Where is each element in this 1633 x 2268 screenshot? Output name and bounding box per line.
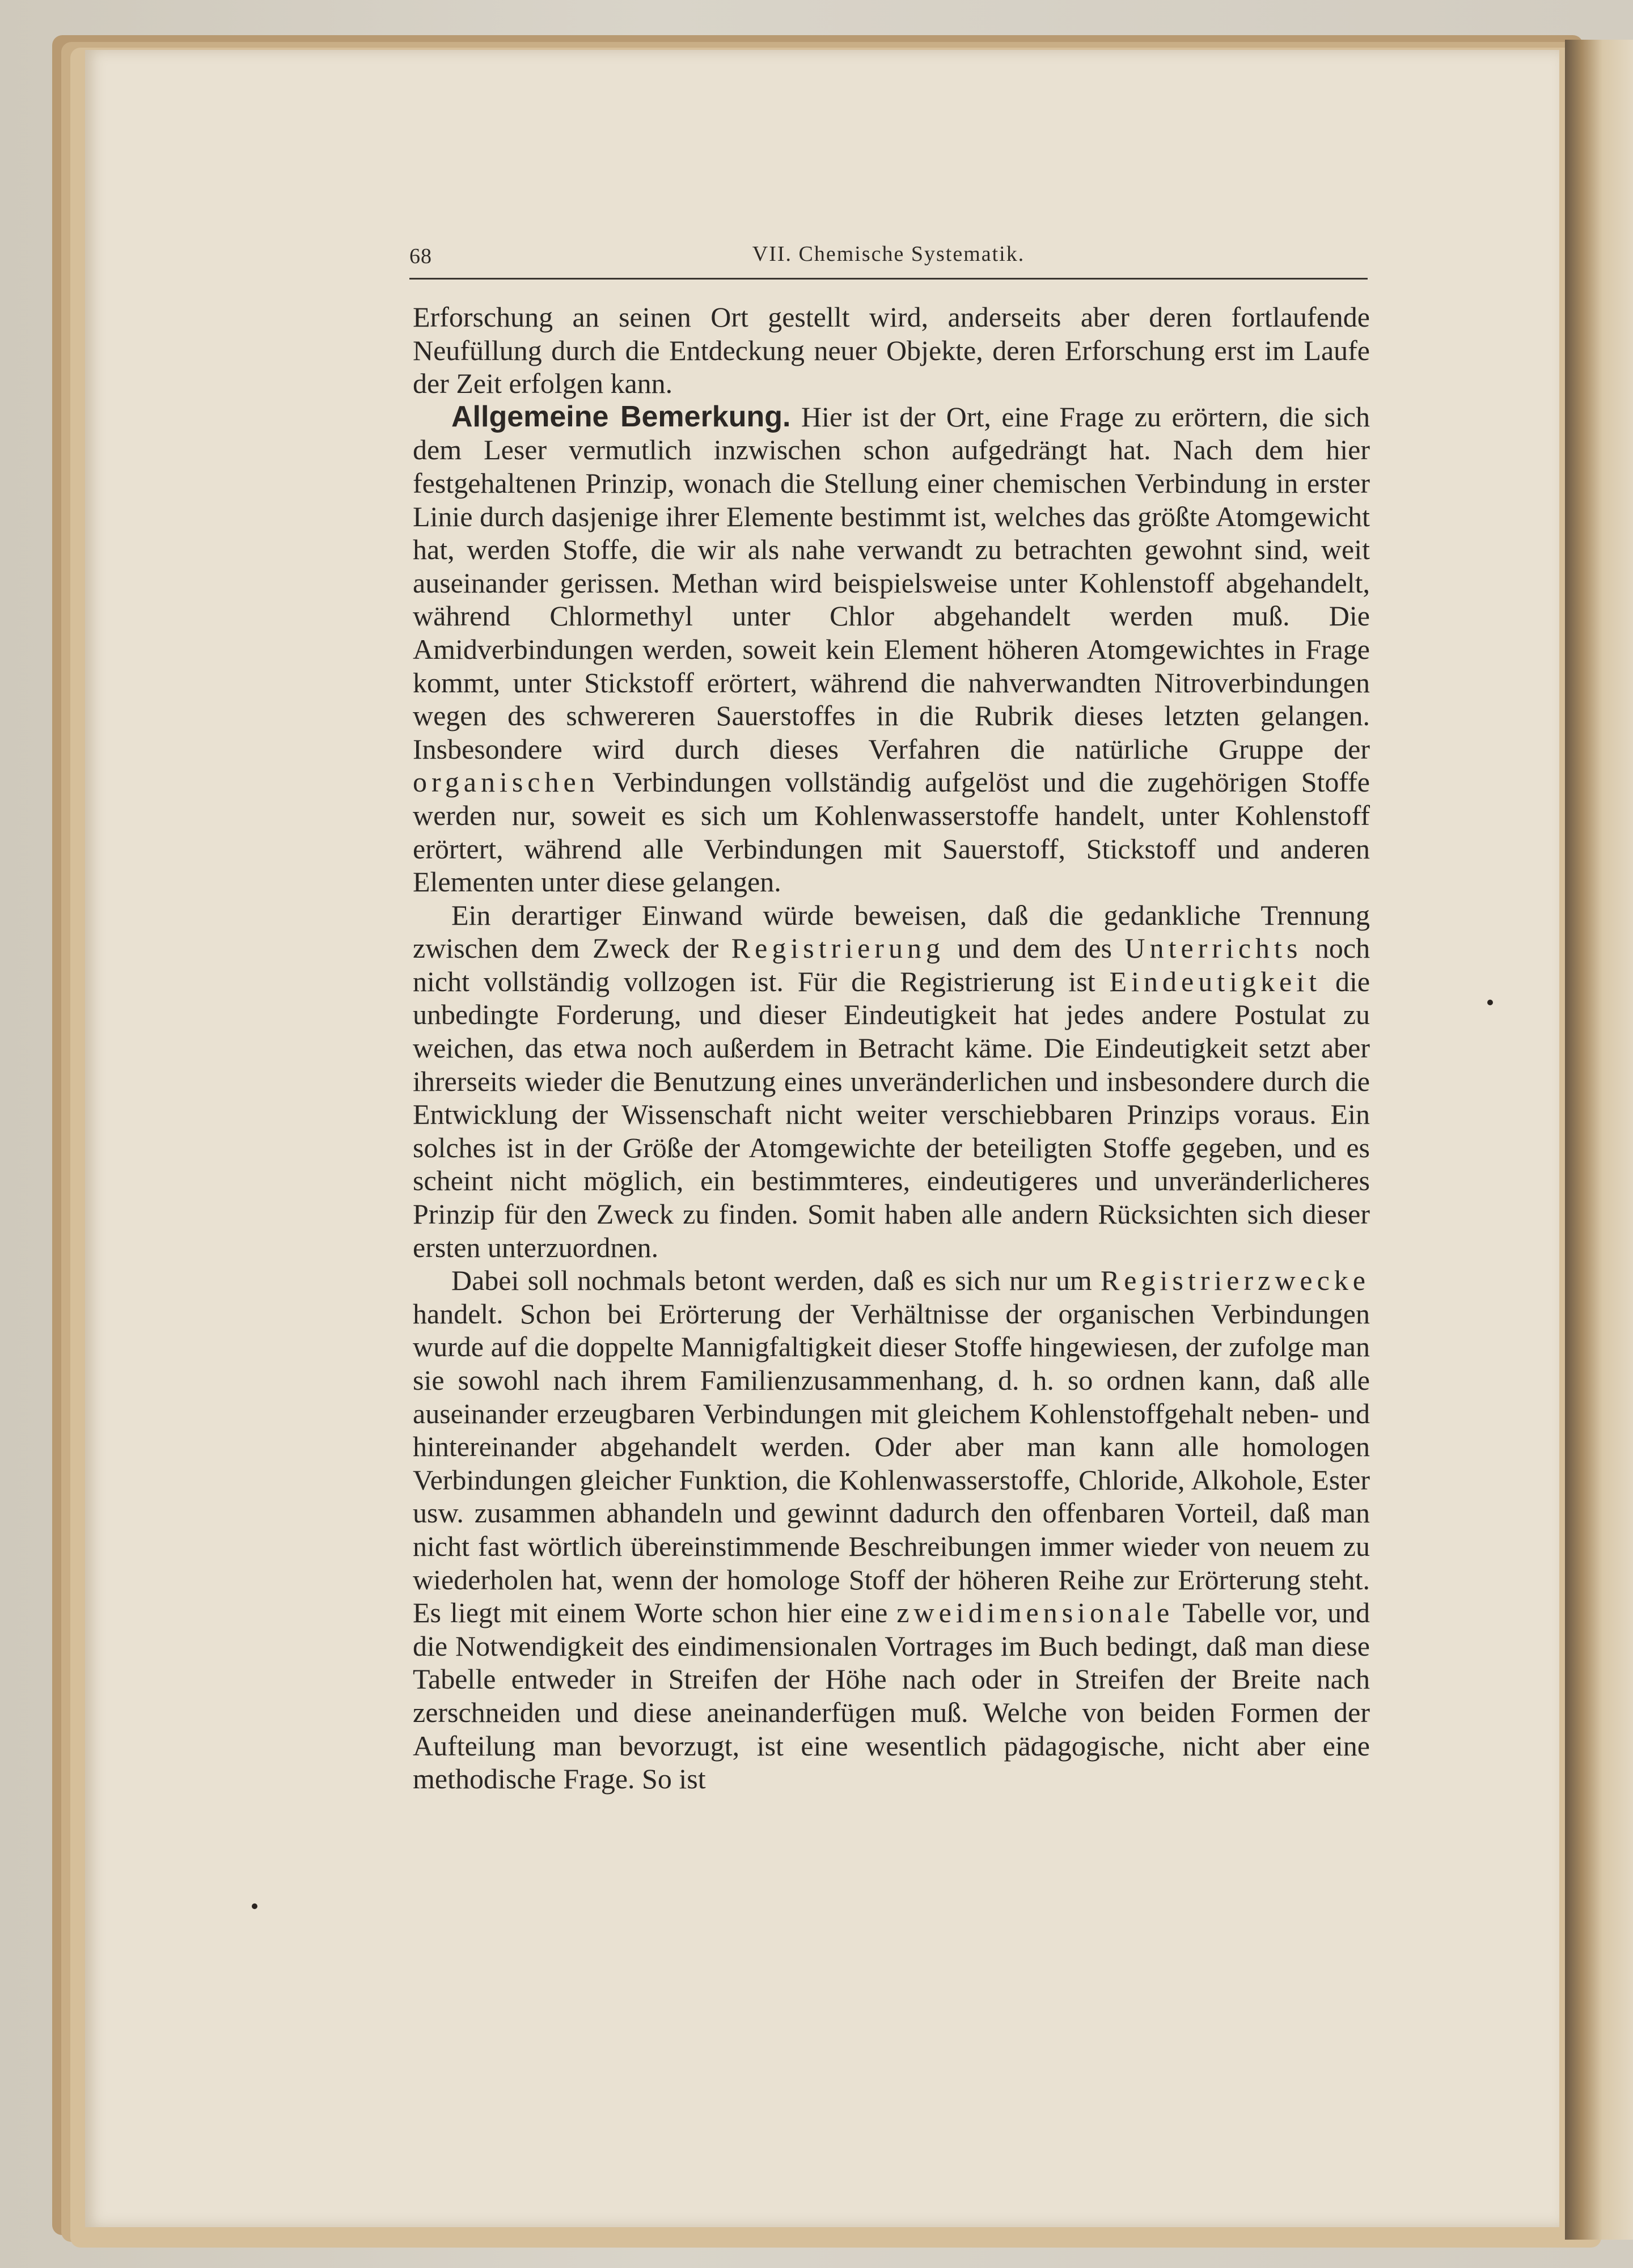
paragraph-text: Tabelle vor, und die Notwendigkeit des eindimensionalen Vortrages im Buch bedingt, daß man diese Tabelle entweder in Streifen der Höhe nach oder in Streifen der Breite nach zerschneiden und diese aneinanderfügen muß. Welche von beiden Formen der Aufteilung man bevorzugt, ist eine wesentlich pädagogische, nicht aber eine methodische Frage. So ist (413, 1597, 1370, 1795)
running-head: VII. Chemische Systematik. (752, 242, 1025, 266)
emphasized-text: Unterrichts (1124, 932, 1302, 964)
paragraph-text: Ein derartiger Einwand würde beweisen, daß die gedankliche Trennung zwischen dem Zweck der (413, 899, 1370, 964)
ink-speck (252, 1903, 257, 1909)
body-text (413, 301, 1370, 1796)
paragraph-text: Dabei soll nochmals betont werden, daß es sich nur um (451, 1264, 1092, 1297)
paragraph-text: noch nicht vollständig vollzogen ist. Für die Registrierung ist (413, 932, 1370, 997)
emphasized-text: Registrierzwecke (1100, 1264, 1370, 1297)
paragraph (413, 400, 1370, 899)
emphasized-text: Registrierung (731, 932, 945, 964)
emphasized-text: organischen (413, 766, 599, 798)
paragraph-text: Hier ist der Ort, eine Frage zu erörtern, die sich dem Leser vermutlich inzwischen schon aufgedrängt hat. Nach dem hier festgehaltenen Prinzip, wonach die Stellung einer chemischen Verbindung in erster Linie durch dasjenige ihrer Elemente bestimmt ist, welches das größte Atomgewicht hat, werden Stoffe, die wir als nahe verwandt zu betrachten gewohnt sind, weit auseinander gerissen. Methan wird beispielsweise unter Kohlenstoff abgehandelt, während Chlormethyl unter Chlor abgehandelt werden muß. Die Amidverbindungen werden, soweit kein Element höheren Atomgewichtes in Frage kommt, unter Stickstoff erörtert, während die nahverwandten Nitroverbindungen wegen des schwereren Sauerstoffes in die Rubrik dieses letzten gelangen. Insbesondere wird durch dieses Verfahren die natürliche Gruppe der (413, 400, 1370, 765)
paragraph-text: handelt. Schon bei Erörterung der Verhältnisse der organischen Verbindungen wurde auf die doppelte Mannigfaltigkeit dieser Stoffe hingewiesen, der zufolge man sie sowohl nach ihrem Familienzusammenhang, d. h. so ordnen kann, daß alle auseinander erzeugbaren Verbindungen mit gleichem Kohlenstoffgehalt neben- und hintereinander abgehandelt werden. Oder aber man kann alle homologen Verbindungen gleicher Funktion, die Kohlenwasserstoffe, Chloride, Alkohole, Ester usw. zusammen abhandeln und gewinnt dadurch den offenbaren Vorteil, daß man nicht fast wörtlich übereinstimmende Beschreibungen immer wieder von neuem zu wiederholen hat, wenn der homologe Stoff der höheren Reihe zur Erörterung steht. Es liegt mit einem Worte schon hier eine (413, 1297, 1370, 1629)
paragraph (413, 899, 1370, 1264)
ink-speck (1487, 1000, 1493, 1005)
emphasized-text: zweidimensionale (896, 1597, 1174, 1629)
paragraph-text: und dem des (957, 932, 1112, 964)
section-heading: Allgemeine Bemerkung. (451, 400, 791, 433)
emphasized-text: Eindeutigkeit (1109, 965, 1321, 997)
paragraph (413, 1264, 1370, 1796)
page-number: 68 (409, 244, 432, 268)
facing-page-edge (1565, 40, 1633, 2240)
paragraph-text: Verbindungen vollständig aufgelöst und die zugehörigen Stoffe werden nur, soweit es sich um Kohlenwasserstoffe handelt, unter Kohlenstoff erörtert, während alle Verbindungen mit Sauerstoff, Stickstoff und anderen Elementen unter diese gelangen. (413, 766, 1370, 898)
paragraph-text: die unbedingte Forderung, und dieser Eindeutigkeit hat jedes andere Postulat zu weichen, das etwa noch außerdem in Betracht käme. Die Eindeutigkeit setzt aber ihrerseits wieder die Benutzung eines unveränderlichen und insbesondere durch die Entwicklung der Wissenschaft nicht weiter verschiebbaren Prinzips voraus. Ein solches ist in der Größe der Atomgewichte der beteiligten Stoffe gegeben, und es scheint nicht möglich, ein bestimmteres, eindeutigeres und unveränderlicheres Prinzip für den Zweck zu finden. Somit haben alle andern Rücksichten sich dieser ersten unterzuordnen. (413, 965, 1370, 1263)
paragraph: Erforschung an seinen Ort gestellt wird, anderseits aber deren fortlaufende Neufüllung durch die Entdeckung neuer Objekte, deren Erforschung erst im Laufe der Zeit erfolgen kann. (413, 301, 1370, 400)
page-header (409, 238, 1368, 280)
